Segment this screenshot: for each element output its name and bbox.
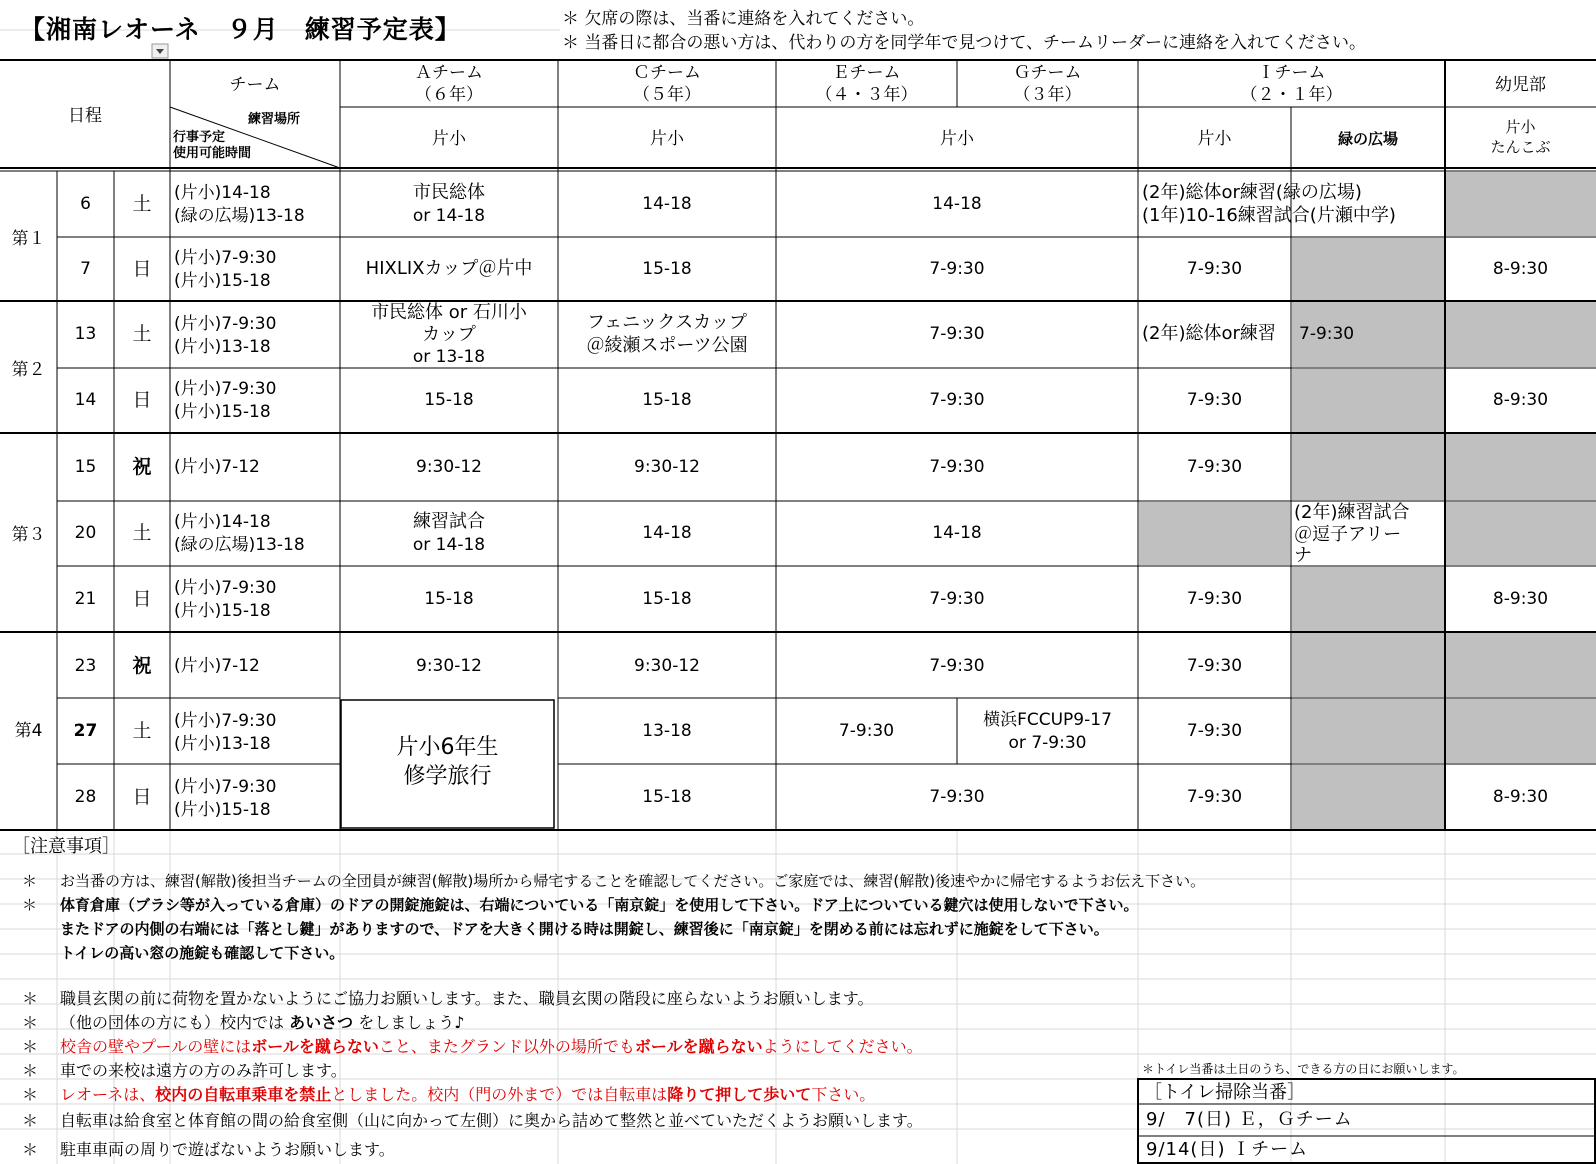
place-c: 片小 [650, 129, 684, 149]
note-text: 体育倉庫（ブラシ等が入っている倉庫）のドアの開錠施錠は、右端についている「南京錠」を使用して下さい。ドア上についている鍵穴は使用しないで下さい。 [60, 896, 1139, 914]
events-label: 行事予定 [173, 130, 226, 145]
cell-a: 9:30-12 [416, 457, 482, 477]
team-i-grade: （２・１年） [1240, 85, 1343, 105]
cell-eg: 7-9:30 [929, 787, 985, 807]
note-text: トイレの高い窓の施錠も確認して下さい。 [60, 944, 345, 962]
row-day: 6 [80, 194, 91, 214]
trip-label: 片小6年生 [396, 735, 499, 760]
note-star: ＊ [22, 989, 39, 1008]
cell-e: 7-9:30 [838, 721, 895, 741]
note-part: 降りて押して歩いて [667, 1085, 812, 1104]
team-g-grade: （３年） [1013, 85, 1082, 105]
note-star: ＊ [22, 1013, 39, 1032]
row-avail: (片小)7-9:30 [174, 248, 277, 268]
row-avail: (緑の広場)13-18 [174, 535, 305, 555]
cell-c: 15-18 [642, 390, 692, 410]
team-a-name: Ａチーム [415, 63, 483, 83]
week-label: 第３ [11, 525, 46, 545]
cell-eg: 7-9:30 [929, 390, 985, 410]
gray-cell [1292, 434, 1444, 500]
team-c-name: Ｃチーム [633, 63, 701, 83]
gray-cell [1139, 502, 1290, 565]
week-label: 第4 [14, 721, 43, 741]
place-label: 練習場所 [248, 112, 301, 127]
team-header: チーム [229, 75, 281, 95]
row-avail: (片小)14-18 [174, 183, 271, 203]
place-eg: 片小 [940, 129, 974, 149]
cell-a: HIXLIXカップ＠片中 [365, 258, 533, 279]
cell-a: 9:30-12 [416, 656, 482, 676]
row-day: 7 [80, 259, 91, 279]
note-text: 車での来校は遠方の方のみ許可します。 [60, 1061, 347, 1080]
row-day: 15 [74, 457, 97, 477]
gray-cell [1446, 633, 1596, 697]
place-y2: たんこぶ [1490, 138, 1551, 156]
note-part: （他の団体の方にも）校内では [60, 1013, 285, 1032]
row-day: 23 [74, 656, 97, 676]
toilet-duty: 9/14(日) Ｉチーム [1146, 1139, 1309, 1160]
cell-i: (2年)練習試合 [1294, 502, 1410, 523]
row-dow: 土 [132, 323, 152, 345]
cell-c: 14-18 [642, 523, 692, 543]
team-a-grade: （６年） [415, 85, 483, 105]
place-a: 片小 [432, 129, 466, 149]
page-title: 【湘南レオーネ ９月 練習予定表】 [20, 15, 461, 44]
schedule-header: 日程 [68, 106, 102, 126]
note-part: 下さい。 [811, 1085, 876, 1104]
gray-cell [1292, 567, 1444, 631]
cell-a: 市民総体 [413, 182, 485, 203]
row-dow: 日 [132, 786, 152, 808]
note-part: 校舎の壁やプールの壁には [60, 1037, 252, 1056]
note-part: ボールを蹴らない [634, 1037, 763, 1056]
cell-eg: 7-9:30 [929, 589, 985, 609]
row-dow: 土 [132, 522, 152, 544]
row-avail: (片小)7-9:30 [174, 379, 277, 399]
cell-c: 9:30-12 [634, 656, 700, 676]
cell-i: 7-9:30 [1186, 787, 1243, 807]
cell-i: 7-9:30 [1186, 390, 1243, 410]
row-day: 21 [74, 589, 97, 609]
place-i2: 緑の広場 [1337, 130, 1398, 148]
cell-y: 8-9:30 [1492, 259, 1549, 279]
note-part: としました。校内（門の外まで）では自転車は [331, 1085, 668, 1104]
cell-i: 7-9:30 [1186, 589, 1243, 609]
gray-cell [1292, 633, 1444, 697]
row-day: 14 [74, 390, 97, 410]
cell-y: 8-9:30 [1492, 390, 1549, 410]
gray-cell [1446, 502, 1596, 565]
place-y1: 片小 [1505, 118, 1536, 136]
row-avail: (片小)15-18 [174, 402, 271, 422]
cell-c: 15-18 [642, 589, 692, 609]
note-text [60, 1082, 875, 1105]
notes-title: ［注意事項］ [12, 836, 120, 857]
cell-i: (2年)総体or練習(緑の広場) [1142, 182, 1362, 203]
row-avail: (片小)13-18 [174, 734, 271, 754]
row-avail: (片小)15-18 [174, 601, 271, 621]
row-avail: (片小)7-9:30 [174, 578, 277, 598]
week-label: 第１ [11, 229, 46, 249]
team-e-grade: （４・３年） [815, 85, 918, 105]
row-dow: 土 [132, 720, 152, 742]
note-text: お当番の方は、練習(解散)後担当チームの全団員が練習(解散)場所から帰宅することを確認してください。ご家庭では、練習(解散)後速やかに帰宅するようお伝え下さい。 [60, 872, 1206, 890]
cell-c: 15-18 [642, 787, 692, 807]
note-star: ＊ [22, 1140, 39, 1159]
row-day: 13 [74, 324, 97, 344]
cell-y: 8-9:30 [1492, 787, 1549, 807]
cell-i: 7-9:30 [1186, 721, 1243, 741]
cell-a: 15-18 [424, 390, 474, 410]
week-label: 第２ [11, 360, 46, 380]
note-text [60, 1010, 464, 1033]
cell-i: 7-9:30 [1299, 324, 1355, 344]
cell-a: 15-18 [424, 589, 474, 609]
gray-cell [1292, 369, 1444, 432]
cell-y: 8-9:30 [1492, 589, 1549, 609]
row-dow: 日 [132, 258, 152, 280]
row-day: 28 [74, 787, 97, 807]
cell-eg: 7-9:30 [929, 656, 985, 676]
time-label: 使用可能時間 [173, 146, 252, 161]
gray-cell [1292, 699, 1444, 763]
row-avail: (片小)7-9:30 [174, 314, 277, 334]
cell-a: or 14-18 [412, 535, 486, 555]
note-part: 校内の自転車乗車を禁止 [155, 1085, 332, 1104]
note-text: 職員玄関の前に荷物を置かないようにご協力お願いします。また、職員玄関の階段に座らないようお願いします。 [60, 989, 874, 1008]
cell-eg: 14-18 [932, 523, 982, 543]
note-star: ＊ [22, 1061, 39, 1080]
note-part: こと、またグランド以外の場所でも [378, 1037, 635, 1056]
gray-cell [1446, 172, 1596, 236]
note-part: をしましょう♪ [358, 1013, 465, 1032]
gray-cell [1446, 699, 1596, 763]
team-g-name: Ｇチーム [1013, 63, 1082, 83]
place-i1: 片小 [1197, 129, 1232, 149]
row-dow: 日 [132, 588, 152, 610]
cell-a: カップ [422, 324, 476, 345]
note-star: ＊ [22, 1037, 39, 1056]
note-part: ようにしてください。 [762, 1037, 923, 1056]
cell-i: ＠逗子アリー [1294, 524, 1402, 545]
cell-a: 練習試合 [413, 511, 485, 532]
note-text: 自転車は給食室と体育館の間の給食室側（山に向かって左側）に奥から詰めて整然と並べていただくようお願いします。 [60, 1111, 923, 1130]
cell-i: ナ [1294, 546, 1312, 566]
toilet-title: ［トイレ掃除当番］ [1144, 1082, 1306, 1103]
note-star: ＊ [22, 1085, 39, 1104]
row-dow: 祝 [132, 456, 152, 478]
cell-g: 横浜FCCUP9-17 [983, 710, 1112, 730]
toilet-duty: 9/ 7(日) Ｅ，Ｇチーム [1146, 1109, 1353, 1130]
cell-c: 9:30-12 [634, 457, 700, 477]
cell-i: (1年)10-16練習試合(片瀬中学) [1142, 205, 1396, 226]
cell-a: or 14-18 [412, 206, 486, 226]
row-avail: (片小)7-12 [174, 457, 260, 477]
row-avail: (片小)7-9:30 [174, 777, 277, 797]
row-dow: 日 [132, 389, 152, 411]
note-part: レオーネは、 [60, 1085, 156, 1104]
note-text [60, 1034, 923, 1057]
cell-c: 15-18 [642, 259, 692, 279]
cell-a: or 13-18 [412, 347, 486, 367]
note-star: ＊ [22, 896, 38, 914]
gray-cell [1446, 302, 1596, 367]
row-avail: (片小)15-18 [174, 271, 271, 291]
cell-i: 7-9:30 [1186, 656, 1243, 676]
cell-i: 7-9:30 [1186, 457, 1243, 477]
cell-i: 7-9:30 [1186, 259, 1243, 279]
gray-cell [1446, 434, 1596, 500]
row-avail: (片小)7-12 [174, 656, 260, 676]
team-i-name: Ｉチーム [1257, 63, 1326, 83]
team-y-name: 幼児部 [1495, 75, 1546, 95]
cell-c: 14-18 [642, 194, 692, 214]
row-avail: (緑の広場)13-18 [174, 206, 305, 226]
row-day: 20 [74, 523, 97, 543]
note-star: ＊ [22, 872, 38, 890]
note-part: ボールを蹴らない [251, 1037, 379, 1056]
cell-g: or 7-9:30 [1008, 733, 1087, 753]
header-note: ＊ 当番日に都合の悪い方は、代わりの方を同学年で見つけて、チームリーダーに連絡を入れてください。 [562, 33, 1367, 53]
note-star: ＊ [22, 1111, 39, 1130]
cell-eg: 7-9:30 [929, 324, 985, 344]
header-note: ＊ 欠席の際は、当番に連絡を入れてください。 [562, 9, 925, 29]
cell-i: (2年)総体or練習 [1142, 323, 1276, 344]
note-part: あいさつ [289, 1013, 354, 1032]
team-e-name: Ｅチーム [832, 63, 901, 83]
row-day: 27 [73, 721, 98, 741]
row-avail: (片小)13-18 [174, 337, 271, 357]
cell-a: 市民総体 or 石川小 [371, 302, 527, 323]
cell-c: フェニックスカップ [586, 312, 748, 333]
cell-eg: 7-9:30 [929, 457, 985, 477]
gray-cell [1292, 238, 1444, 300]
trip-label: 修学旅行 [403, 764, 492, 789]
cell-c: 13-18 [642, 721, 692, 741]
cell-eg: 14-18 [932, 194, 982, 214]
row-dow: 祝 [132, 655, 152, 677]
row-avail: (片小)15-18 [174, 800, 271, 820]
cell-eg: 7-9:30 [929, 259, 985, 279]
gray-cell [1292, 765, 1444, 829]
cell-c: ＠綾瀬スポーツ公園 [586, 335, 748, 356]
row-avail: (片小)14-18 [174, 512, 271, 532]
team-c-grade: （５年） [633, 85, 701, 105]
note-text: 駐車車両の周りで遊ばないようお願いします。 [60, 1140, 395, 1159]
row-avail: (片小)7-9:30 [174, 711, 277, 731]
note-text: またドアの内側の右端には「落とし鍵」がありますので、ドアを大きく開ける時は開錠し、練習後に「南京錠」を閉める前には忘れずに施錠をして下さい。 [60, 920, 1109, 938]
toilet-note: ＊トイレ当番は土日のうち、できる方の日にお願いします。 [1142, 1062, 1465, 1076]
row-dow: 土 [132, 193, 152, 215]
